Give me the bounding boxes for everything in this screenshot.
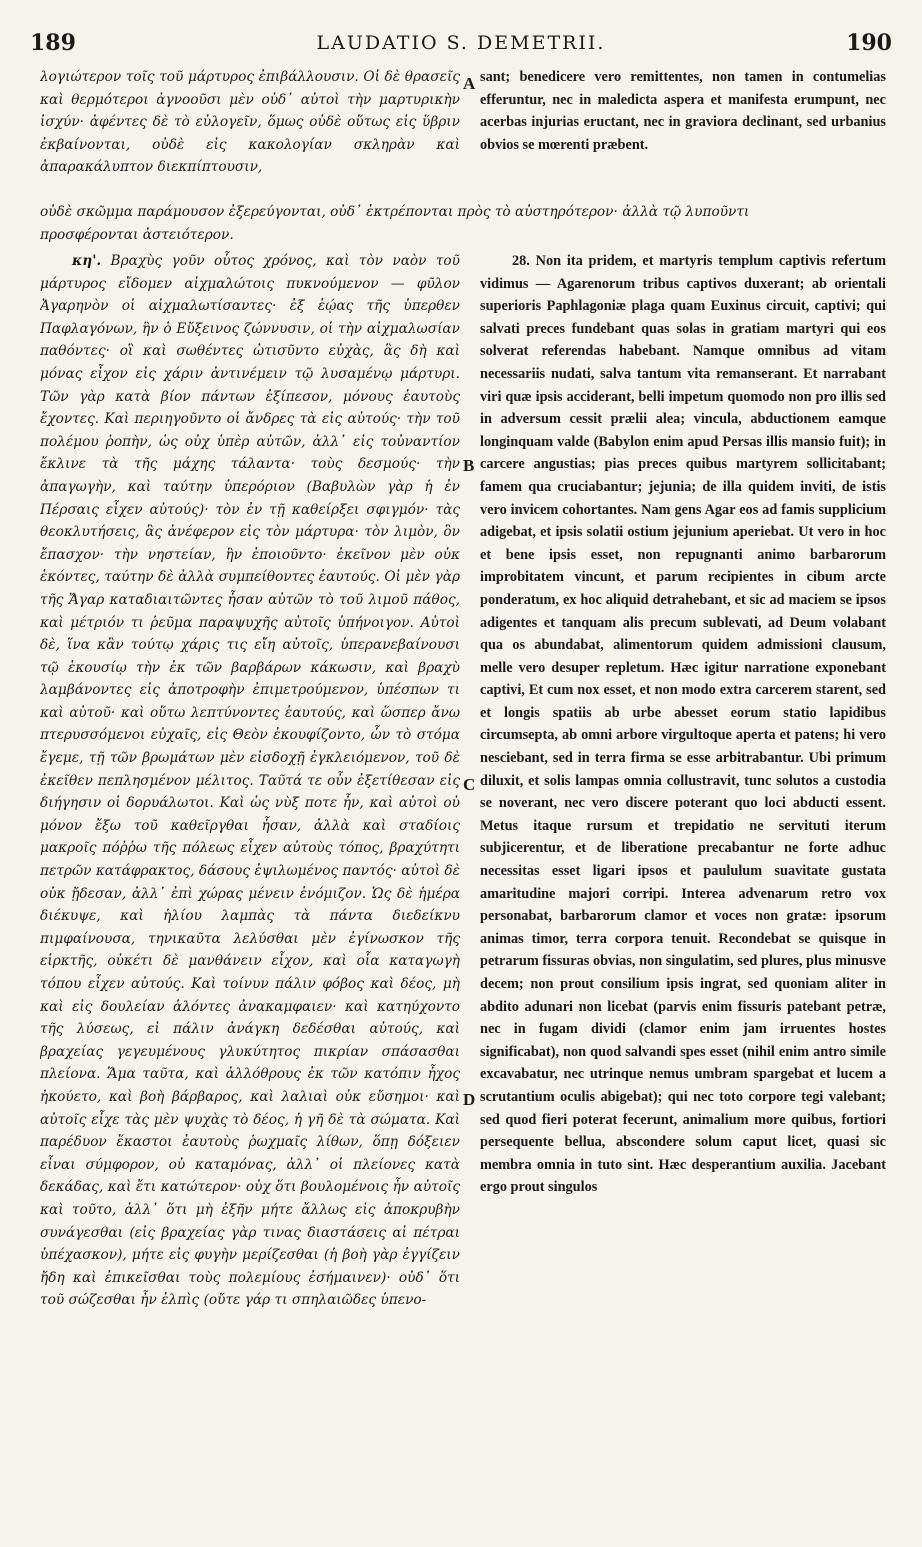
latin-column-top [480, 66, 886, 201]
greek-spanning-line-end: προσφέρονται ἀστειότερον. [40, 227, 234, 243]
latin-column-main [480, 250, 886, 1528]
margin-marker-a: A [463, 74, 476, 93]
page-header [30, 30, 892, 60]
margin-marker-c: C [463, 775, 476, 794]
page-number-right: 190 [846, 30, 892, 56]
latin-paragraph-top: sant; benedicere vero remittentes, non tamen in contumelias efferuntur, nec in maledicta aspera et manifesta erumpunt, nec acerbas injurias eructant, nec in graviora declinant, sed urbanius obvios se mœrenti præbent. [480, 69, 886, 153]
greek-paragraph-top: λογιώτερον τοῖς τοῦ μάρτυρος ἐπιβάλλουσιν. Οἱ δὲ θρασεῖς καὶ θερμότεροι ἀγνοοῦσι μὲν οὐδ᾽ αὐτοὶ τὴν μαρτυρικὴν ἰσχύν· ἀφέντες δὲ τὸ εὐλογεῖν, ὅμως οὐδὲ οὕτως εἰς ὕβριν ἐκβαίνονται, οὐδὲ εἰς κακολογίαν σκληρὰν καὶ ἀπαρακάλυπτον διεκπίπτουσιν, [40, 69, 460, 176]
greek-section-number: κη'. [72, 253, 102, 269]
greek-spanning-line: οὐδὲ σκῶμμα παράμουσον ἐξερεύγονται, οὐδ᾽ ἐκτρέπονται πρὸς τὸ αὐστηρότερον· ἀλλὰ τῷ λυποῦντι [40, 204, 750, 220]
margin-marker-b: B [463, 456, 475, 475]
latin-paragraph-main: 28. Non ita pridem, et martyris templum captivis refertum vidimus — Agarenorum tribus captivos duxerant; ab orientali superioris Paphlagoniæ plaga quam Euxinus circuit, captivi; qui salvati preces fundebant quas solas in gratiam martyri qui eos solverat referendas habebant. Namque omnibus ad vitam necessariis nudati, salva tantum vita remanserant. Et narrabant viri quæ ipsis acciderant, belli impetum quomodo non pro illis sed in adversum cessit prælii alea; vincula, abductionem eamque longinquam valde (Babylon enim apud Persas illis mansio fuit); in carcere angustias; pias preces quibus martyrem sollicitabant; famem qua cruciabantur; jejunia; de illa quidem inviti, de istis vero invicem cohortantes. Nam gens Agar eos ad famis supplicium adigebat, et ipsis solatii ostium jejunium aperiebat. Ut vero in hoc et bene ipsis esset, non repugnanti animo barbarorum improbitatem vincunt, et parum recipientes in cibum arcte ponderatum, ex hoc aliquid detrahebant, et sic ad maciem se ipsos adigentes et tanquam alis precum sublevati, ad Deum volabant qua os abundabat, alimentorum quidem admissioni clausum, melle vero desuper repletum. Hæc igitur narratione exponebant captivi, Et cum nox esset, et non modo extra carcerem starent, sed et longis spatiis ab urbe abesset eorum statio lapidibus circumsepta, ab omni arbore virgultoque aperta et patens; hi vero nesciebant, sed in terra firma se esse arbitrabantur. Ubi primum diluxit, et solis lampas omnia collustravit, tunc solutos a custodia se noverant, nec vero discere poterant quo loci abducti essent. Metus itaque rursum et trepidatio ne servituti iterum subjicerentur, et de liberatione precabantur ne forte adhuc necessitas esset ligari ipsos et paululum suavitate gustata amaritudine majori corripi. Interea advenarum retro vox personabat, barbarorum clamor et voces non gratæ: ipsorum animas timor, terra corpora tenuit. Recondebat se quisque in petrarum fissuras obvias, non singulatim, sed plures, plus minusve decem; non prout consilium ipsis ingrat, sed quoniam aliter in abdito adunari non licebat (parvis enim fissuris patebant petræ, nec in fugam dividi (clamor enim jam irruentes hostes significabat), non quod salvandi spes esset (nihil enim antro simile excavabatur, nec utrinque nemus umbram spargebat et lucem a scrutantium oculis abigebat); qui nec toto corpore tegi valebant; sed quod fieri poterat fecerunt, animalium more quibus, fortiori persequente bellua, abscondere solum caput licet, quasi sic membra omnia in tuto sint. Hæc desperantium auxilia. Jacebant ergo prout singulos [480, 253, 886, 1196]
greek-paragraph-text: Βραχὺς γοῦν οὗτος χρόνος, καὶ τὸν ναὸν τοῦ μάρτυρος εἴδομεν αἰχμαλώτοις πυκνούμενον — φῦλον Ἀγαρηνὸν οἱ αἰχμαλωτίσαντες· ἐξ ἑῴας τῆς ὑπερθεν Παφλαγόνων, ἣν ὁ Εὔξεινος ζώννυσιν, οἱ τὴν αἰχμαλωσίαν παθόντες· οἳ καὶ σωθέντες ὠτισῦντο εὐχὰς, ἃς δὴ καὶ μόνας εἶχον εἰς χάριν ἀντινέμειν τῷ λυσαμένῳ μάρτυρι. Τῶν γὰρ κατὰ βίον πάντων ἐξίπεσον, μόνους ἑαυτοὺς ἔχοντες. Καὶ περιηγοῦντο οἱ ἄνδρες τὰ εἰς αὐτούς· τὴν τοῦ πολέμου ῥοπὴν, ὡς οὐχ ὑπὲρ αὐτῶν, ἀλλ᾽ εἰς τοὐναντίον ἔκλινε τὰ τῆς μάχης τάλαντα· τοὺς δεσμούς· τὴν ἀπαγωγὴν, καὶ ταύτην ὑπερόριον (Βαβυλὼν γὰρ ἡ ἐν Πέρσαις εἶχεν αὐτούς)· τὸν ἐν τῇ καθείρξει σφιγμόν· τὰς θεοκλυτήσεις, ἃς ἀνέφερον εἰς τὸν μάρτυρα· τὸν λιμὸν, ὃν ἔπασχον· τὴν νηστείαν, ἣν ἐποιοῦντο· ἐκεῖνον μὲν οὐκ ἑκόντες, ταύτην δὲ ἀλλὰ συμπείθοντες ἑαυτούς. Οἱ μὲν γὰρ τῆς Ἄγαρ καταδιαιτῶντες ἦσαν αὐτῶν τὸ τοῦ λιμοῦ πάθος, καὶ μέτριόν τι ῥεῦμα παραψυχῆς αὐτοῖς ὑπήνοιγον. Αὐτοὶ δὲ, ἵνα κἂν τούτῳ χάρις τις εἴη αὐτοῖς, ὑπερανεβαίνουσι τῷ ἑκουσίῳ τὴν ἐκ τῶν βαρβάρων κάκωσιν, καὶ βραχὺ λαμβάνοντες εἰς ἀποτροφὴν ἐπιμετρούμενον, ὑπέσπων τι καὶ αὐτοῦ· καὶ οὕτω λεπτύνοντες ἑαυτούς, καὶ ὥσπερ ἄνω πτερυσσόμενοι εὐχαῖς, εἰς Θεὸν ἐκουφίζοντο, ὧν τὸ στόμα ἔγεμε, τῇ τῶν βρωμάτων μὲν εἰσδοχῇ ἐγκλειόμενον, τοῦ δὲ ἐκεῖθεν πεπλησμένον μέλιτος. Ταῦτά τε οὖν ἐξετίθεσαν εἰς διήγησιν οἱ δορυάλωτοι. Καὶ ὡς νὺξ ποτε ἦν, καὶ αὐτοὶ οὐ μόνον ἔξω τοῦ καθεῖργθαι ἦσαν, ἀλλὰ καὶ σταδίοις μακροῖς πόῤῥω τῆς πόλεως εἶχεν αὐτοὺς τόπος, βραχύτητι πετρῶν κατάφρακτος, δάσους ἐψιλωμένος παντός· αὐτοὶ δὲ οὐκ ᾔδεσαν, ἀλλ᾽ ἐπὶ χώρας μένειν ἐνόμιζον. Ὡς δὲ ἡμέρα διέκυψε, καὶ ἡλίου λαμπὰς τὰ πάντα διεδείκνυ πιμφαίνουσα, τηνικαῦτα λελύσθαι μὲν ἐγίνωσκον τῆς εἱρκτῆς, οὐκέτι δὲ μανθάνειν εἶχον, καὶ οἷα καταγωγὴ τόπου εἶχεν αὐτούς. Καὶ τοίνυν πάλιν φόβος καὶ δέος, μὴ καὶ εἰς δουλείαν ἁλόντες ἀνακαμφαιεν· καὶ κατηύχοντο τῆς λύσεως, εἰ πάλιν ἀνάγκη δεδέσθαι αὐτούς, καὶ βραχείας γεγευμένους γλυκύτητος πικρίαν σπάσασθαι πλείονα. Ἅμα ταῦτα, καὶ ἀλλόθρους ἐκ τῶν κατόπιν ἦχος ἠκούετο, καὶ βοὴ βάρβαρος, καὶ λαλιαὶ οὐκ εὔσημοι· καὶ αὐτοῖς εἶχε τὰς μὲν ψυχὰς τὸ δέος, ἡ γῆ δὲ τὰ σώματα. Καὶ παρέδυον ἕκαστοι ἑαυτοὺς ῥωχμαῖς λίθων, ὅπῃ δόξειεν εἶναι σύμφορον, οὐ καταμόνας, ἀλλ᾽ οἱ πλείονες κατὰ δεκάδας, καὶ ἔτι κατώτερον· οὐχ ὅτι βουλομένοις ἦν αὐτοῖς καὶ τοῦτο, ἀλλ᾽ ὅτι μὴ ἐξῆν μήτε ἄλλως εἰς ἀποκρυβὴν συνάγεσθαι (εἰς βραχείας γὰρ τινας διαστάσεις αἱ πέτραι ὑπέχασκον), μήτε εἰς φυγὴν μερίζεσθαι (ἡ βοὴ γὰρ ἐγγίζειν ἤδη καὶ ἐπικεῖσθαι τοὺς πολεμίους ἐσήμαινεν)· οὐδ᾽ ὅτι τοῦ σώζεσθαι ἦν ἐλπὶς (οὔτε γάρ τι σπηλαιῶδες ὑπενο- [40, 253, 460, 1309]
greek-column-main [40, 250, 460, 1528]
greek-column-top [40, 66, 460, 201]
greek-paragraph-main [40, 250, 460, 1312]
margin-marker-d: D [463, 1090, 476, 1109]
page-number-left: 189 [30, 30, 76, 56]
running-title: LAUDATIO S. DEMETRII. [316, 32, 606, 54]
